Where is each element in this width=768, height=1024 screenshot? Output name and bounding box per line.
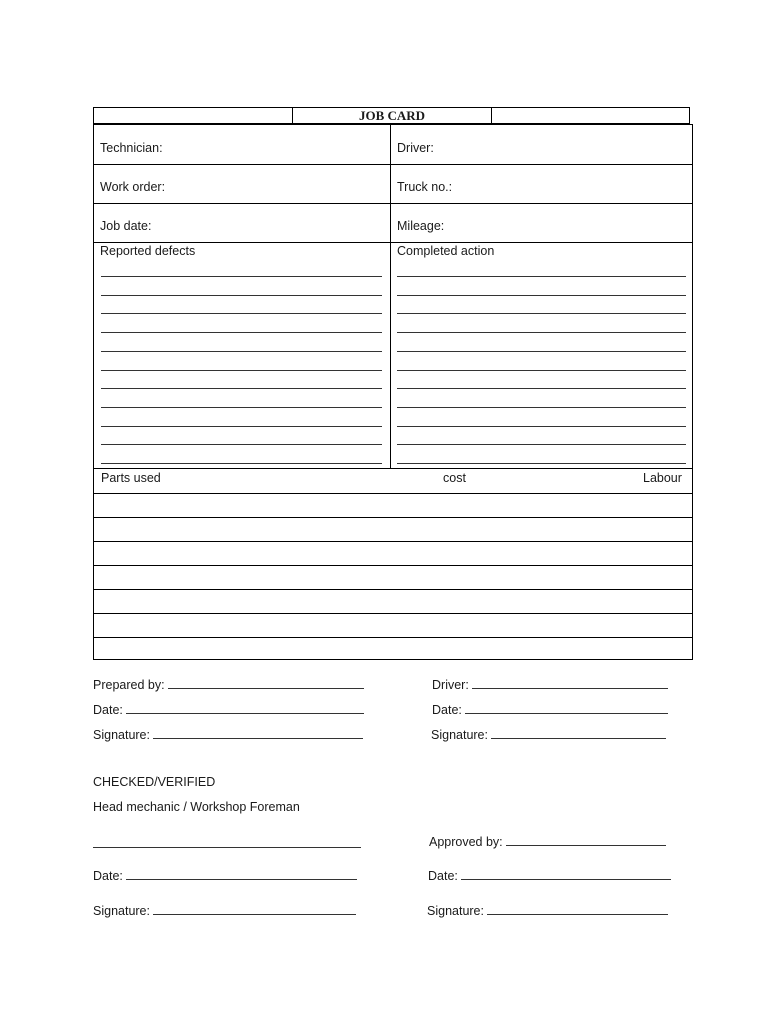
page-title: JOB CARD: [293, 108, 492, 123]
action-line[interactable]: [397, 351, 686, 352]
defect-line[interactable]: [101, 332, 382, 333]
verify-date-line-left[interactable]: [126, 868, 357, 880]
checked-verified-heading: CHECKED/VERIFIED: [93, 775, 216, 789]
driver-sign-label: Driver:: [432, 678, 469, 692]
mileage-label[interactable]: Mileage:: [397, 219, 445, 233]
verify-date-field-left[interactable]: [93, 868, 357, 883]
defect-line[interactable]: [101, 426, 382, 427]
signature-field-left[interactable]: [93, 727, 363, 742]
table-row[interactable]: [94, 493, 692, 494]
driver-sign-field[interactable]: [432, 677, 668, 692]
column-divider: [390, 125, 391, 468]
truck-no-label[interactable]: Truck no.:: [397, 180, 453, 194]
prepared-by-line[interactable]: [168, 677, 364, 689]
verify-signature-field-right[interactable]: [427, 903, 668, 918]
date-field-right[interactable]: [432, 702, 668, 717]
verify-signature-field-left[interactable]: [93, 903, 356, 918]
defect-line[interactable]: [101, 276, 382, 277]
completed-action-heading: Completed action: [397, 244, 495, 258]
approved-by-line[interactable]: [506, 834, 666, 846]
title-left-cell: [94, 108, 293, 123]
row-divider: [94, 203, 692, 204]
table-row[interactable]: [94, 517, 692, 518]
table-row[interactable]: [94, 613, 692, 614]
driver-label[interactable]: Driver:: [397, 141, 434, 155]
reported-defects-heading: Reported defects: [100, 244, 196, 258]
date-line-left[interactable]: [126, 702, 364, 714]
work-order-label[interactable]: Work order:: [100, 180, 166, 194]
verify-date-label-right: Date:: [428, 869, 458, 883]
action-line[interactable]: [397, 407, 686, 408]
action-line[interactable]: [397, 313, 686, 314]
action-line[interactable]: [397, 370, 686, 371]
action-line[interactable]: [397, 426, 686, 427]
technician-label[interactable]: Technician:: [100, 141, 163, 155]
title-strip: [93, 107, 690, 124]
row-divider: [94, 164, 692, 165]
approved-by-label: Approved by:: [429, 835, 503, 849]
defect-line[interactable]: [101, 351, 382, 352]
verify-date-label-left: Date:: [93, 869, 123, 883]
row-divider: [94, 242, 692, 243]
action-line[interactable]: [397, 388, 686, 389]
approved-by-field[interactable]: [429, 834, 666, 849]
verify-signature-label-left: Signature:: [93, 904, 150, 918]
labour-header: Labour: [643, 471, 682, 485]
table-row[interactable]: [94, 541, 692, 542]
defect-line[interactable]: [101, 295, 382, 296]
table-row[interactable]: [94, 565, 692, 566]
date-label-right: Date:: [432, 703, 462, 717]
verify-date-line-right[interactable]: [461, 868, 671, 880]
action-line[interactable]: [397, 463, 686, 464]
job-card-table: [93, 124, 693, 660]
signature-line-left[interactable]: [153, 727, 363, 739]
job-date-label[interactable]: Job date:: [100, 219, 152, 233]
parts-used-header: Parts used: [101, 471, 161, 485]
signature-label-right: Signature:: [431, 728, 488, 742]
verify-signature-line-left[interactable]: [153, 903, 356, 915]
verify-signature-label-right: Signature:: [427, 904, 484, 918]
action-line[interactable]: [397, 444, 686, 445]
row-divider: [94, 468, 692, 469]
cost-header: cost: [443, 471, 466, 485]
verify-date-field-right[interactable]: [428, 868, 671, 883]
signature-line-right[interactable]: [491, 727, 666, 739]
action-line[interactable]: [397, 276, 686, 277]
date-line-right[interactable]: [465, 702, 668, 714]
defect-line[interactable]: [101, 463, 382, 464]
signature-field-right[interactable]: [431, 727, 666, 742]
date-label-left: Date:: [93, 703, 123, 717]
head-mechanic-signature-line[interactable]: [93, 847, 361, 848]
defect-line[interactable]: [101, 370, 382, 371]
defect-line[interactable]: [101, 444, 382, 445]
table-row[interactable]: [94, 637, 692, 638]
defect-line[interactable]: [101, 407, 382, 408]
verify-signature-line-right[interactable]: [487, 903, 668, 915]
signature-label-left: Signature:: [93, 728, 150, 742]
defect-line[interactable]: [101, 313, 382, 314]
head-mechanic-subheading: Head mechanic / Workshop Foreman: [93, 800, 300, 814]
prepared-by-field[interactable]: [93, 677, 364, 692]
action-line[interactable]: [397, 295, 686, 296]
date-field-left[interactable]: [93, 702, 364, 717]
title-right-cell: [492, 108, 689, 123]
defect-line[interactable]: [101, 388, 382, 389]
table-row[interactable]: [94, 589, 692, 590]
driver-sign-line[interactable]: [472, 677, 668, 689]
action-line[interactable]: [397, 332, 686, 333]
prepared-by-label: Prepared by:: [93, 678, 165, 692]
